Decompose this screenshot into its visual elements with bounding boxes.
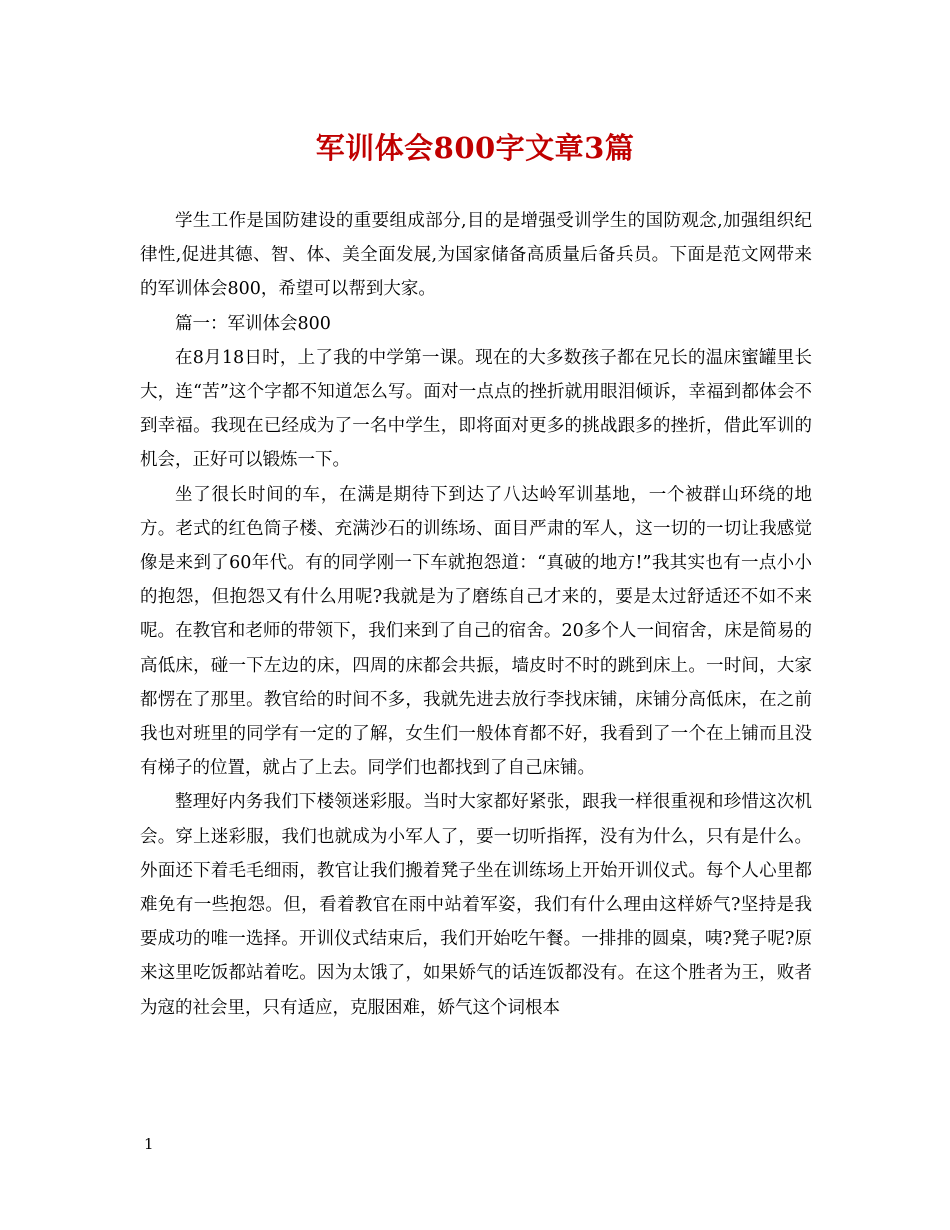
document-body bbox=[140, 204, 812, 1025]
intro-paragraph: 学生工作是国防建设的重要组成部分,目的是增强受训学生的国防观念,加强组织纪律性,促进其德、智、体、美全面发展,为国家储备高质量后备兵员。下面是范文网带来的军训体会800，希望可以帮到大家。 bbox=[140, 211, 812, 300]
page-number: 1 bbox=[144, 1135, 154, 1153]
section-heading: 篇一：军训体会800 bbox=[175, 313, 331, 334]
document-title: 军训体会800字文章3篇 bbox=[315, 131, 635, 165]
body-paragraph: 坐了很长时间的车，在满是期待下到达了八达岭军训基地，一个被群山环绕的地方。老式的红色筒子楼、充满沙石的训练场、面目严肃的军人，这一切的一切让我感觉像是来到了60年代。有的同学刚一下车就抱怨道：“真破的地方!”我其实也有一点小小的抱怨，但抱怨又有什么用呢?我就是为了磨练自己才来的，要是太过舒适还不如不来呢。在教官和老师的带领下，我们来到了自己的宿舍。20多个人一间宿舍，床是简易的高低床，碰一下左边的床，四周的床都会共振，墙皮时不时的跳到床上。一时间，大家都愣在了那里。教官给的时间不多，我就先进去放行李找床铺，床铺分高低床，在之前我也对班里的同学有一定的了解，女生们一般体育都不好，我看到了一个在上铺而且没有梯子的位置，就占了上去。同学们也都找到了自己床铺。 bbox=[140, 484, 812, 779]
body-paragraph: 在8月18日时，上了我的中学第一课。现在的大多数孩子都在兄长的温床蜜罐里长大，连“苦”这个字都不知道怎么写。面对一点点的挫折就用眼泪倾诉，幸福到都体会不到幸福。我现在已经成为了一名中学生，即将面对更多的挑战跟多的挫折，借此军训的机会，正好可以锻炼一下。 bbox=[140, 347, 812, 471]
body-paragraph: 整理好内务我们下楼领迷彩服。当时大家都好紧张，跟我一样很重视和珍惜这次机会。穿上迷彩服，我们也就成为小军人了，要一切听指挥，没有为什么，只有是什么。外面还下着毛毛细雨，教官让我们搬着凳子坐在训练场上开始开训仪式。每个人心里都难免有一些抱怨。但，看着教官在雨中站着军姿，我们有什么理由这样娇气?坚持是我要成功的唯一选择。开训仪式结束后，我们开始吃午餐。一排排的圆桌，咦?凳子呢?原来这里吃饭都站着吃。因为太饿了，如果娇气的话连饭都没有。在这个胜者为王，败者为寇的社会里，只有适应，克服困难，娇气这个词根本 bbox=[140, 792, 812, 1018]
